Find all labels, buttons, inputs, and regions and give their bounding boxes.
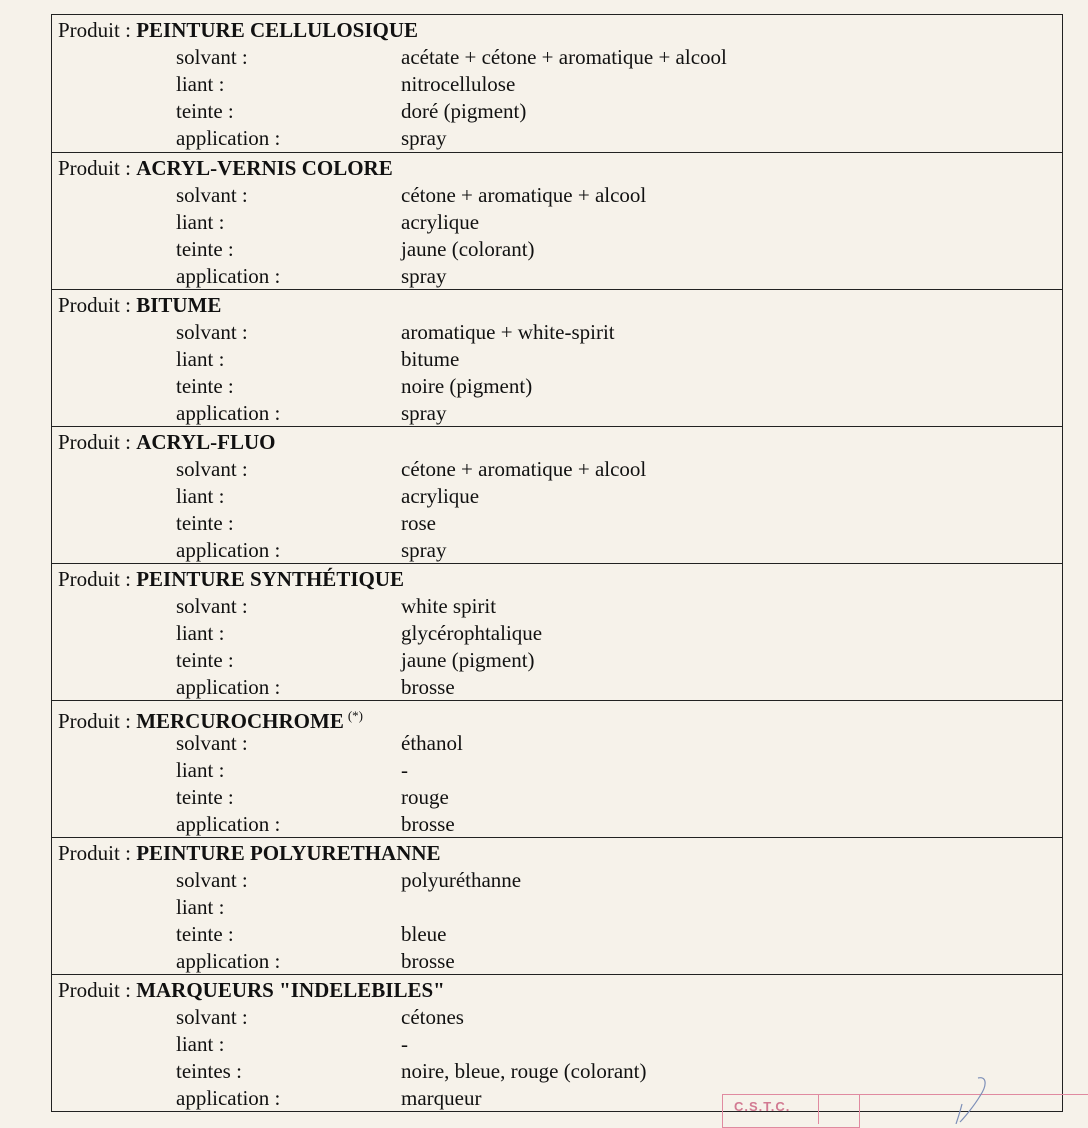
property-row (52, 1004, 1062, 1031)
property-value: spray (401, 126, 447, 150)
property-label: teinte : (176, 785, 234, 809)
product-prefix: Produit : (58, 293, 131, 317)
property-label: liant : (176, 895, 225, 919)
property-value: aromatique + white-spirit (401, 320, 615, 344)
property-value: brosse (401, 675, 455, 699)
product-block (52, 152, 1062, 289)
property-value: cétone + aromatique + alcool (401, 183, 647, 207)
property-value: acrylique (401, 210, 480, 234)
property-row (52, 373, 1062, 400)
property-value: bleue (401, 922, 447, 946)
property-row (52, 537, 1062, 564)
property-row (52, 125, 1062, 152)
product-heading (58, 840, 441, 866)
property-value: spray (401, 401, 447, 425)
product-block (52, 837, 1062, 974)
property-label: solvant : (176, 731, 248, 755)
property-value: bitume (401, 347, 460, 371)
property-row (52, 730, 1062, 757)
property-value: spray (401, 538, 447, 562)
property-value: jaune (pigment) (401, 648, 535, 672)
stamp-text: C.S.T.C. (734, 1099, 791, 1114)
property-value: cétone + aromatique + alcool (401, 457, 647, 481)
property-row (52, 674, 1062, 701)
product-name: BITUME (136, 293, 222, 317)
property-value: acrylique (401, 484, 480, 508)
property-label: teinte : (176, 648, 234, 672)
product-block (52, 700, 1062, 837)
product-heading (58, 977, 445, 1003)
product-block (52, 15, 1062, 152)
product-name: MARQUEURS "INDELEBILES" (136, 978, 445, 1002)
property-row (52, 71, 1062, 98)
property-label: liant : (176, 210, 225, 234)
property-row (52, 620, 1062, 647)
product-block (52, 563, 1062, 700)
property-value: - (401, 1032, 408, 1056)
property-label: application : (176, 538, 281, 562)
product-name: ACRYL-FLUO (136, 430, 276, 454)
product-prefix: Produit : (58, 430, 131, 454)
property-value: éthanol (401, 731, 463, 755)
property-row (52, 811, 1062, 838)
property-value: spray (401, 264, 447, 288)
property-label: solvant : (176, 594, 248, 618)
product-heading (58, 17, 418, 43)
property-row (52, 456, 1062, 483)
property-label: application : (176, 675, 281, 699)
product-heading (58, 155, 393, 181)
property-label: teinte : (176, 511, 234, 535)
property-label: liant : (176, 484, 225, 508)
property-row (52, 263, 1062, 290)
property-label: teintes : (176, 1059, 242, 1083)
property-value: rouge (401, 785, 449, 809)
property-label: application : (176, 126, 281, 150)
property-value: jaune (colorant) (401, 237, 535, 261)
property-value: noire (pigment) (401, 374, 533, 398)
product-table (51, 14, 1063, 1112)
product-prefix: Produit : (58, 978, 131, 1002)
property-row (52, 319, 1062, 346)
product-block (52, 426, 1062, 563)
cstc-stamp (722, 1091, 1088, 1124)
property-row (52, 593, 1062, 620)
property-row (52, 921, 1062, 948)
property-value: rose (401, 511, 436, 535)
property-label: teinte : (176, 237, 234, 261)
property-label: application : (176, 264, 281, 288)
product-name: PEINTURE POLYURETHANNE (136, 841, 441, 865)
property-label: solvant : (176, 320, 248, 344)
property-row (52, 1031, 1062, 1058)
property-value: cétones (401, 1005, 464, 1029)
property-label: teinte : (176, 374, 234, 398)
property-row (52, 483, 1062, 510)
property-label: liant : (176, 1032, 225, 1056)
product-name: PEINTURE CELLULOSIQUE (136, 18, 419, 42)
property-row (52, 1058, 1062, 1085)
property-label: solvant : (176, 457, 248, 481)
product-name: MERCUROCHROME (136, 709, 344, 733)
product-name: ACRYL-VERNIS COLORE (136, 156, 393, 180)
property-label: liant : (176, 621, 225, 645)
property-value: brosse (401, 949, 455, 973)
property-row (52, 948, 1062, 975)
property-label: teinte : (176, 99, 234, 123)
property-label: liant : (176, 72, 225, 96)
property-value: - (401, 758, 408, 782)
product-prefix: Produit : (58, 841, 131, 865)
product-heading (58, 292, 221, 318)
product-prefix: Produit : (58, 567, 131, 591)
property-value: glycérophtalique (401, 621, 543, 645)
property-value: marqueur (401, 1086, 482, 1110)
product-prefix: Produit : (58, 18, 131, 42)
property-value: doré (pigment) (401, 99, 527, 123)
property-row (52, 182, 1062, 209)
property-row (52, 867, 1062, 894)
product-heading (58, 566, 404, 592)
property-row (52, 346, 1062, 373)
property-value: noire, bleue, rouge (colorant) (401, 1059, 647, 1083)
property-label: liant : (176, 758, 225, 782)
product-footnote-marker: (*) (347, 708, 364, 723)
property-row (52, 647, 1062, 674)
property-row (52, 44, 1062, 71)
property-value: nitrocellulose (401, 72, 516, 96)
property-label: liant : (176, 347, 225, 371)
property-label: application : (176, 812, 281, 836)
property-row (52, 236, 1062, 263)
property-label: solvant : (176, 45, 248, 69)
property-row (52, 757, 1062, 784)
property-label: solvant : (176, 1005, 248, 1029)
signature-mark (948, 1074, 998, 1124)
product-block (52, 289, 1062, 426)
property-row (52, 784, 1062, 811)
property-label: teinte : (176, 922, 234, 946)
product-prefix: Produit : (58, 156, 131, 180)
property-label: application : (176, 949, 281, 973)
stamp-divider (818, 1094, 819, 1124)
property-value: acétate + cétone + aromatique + alcool (401, 45, 727, 69)
property-row (52, 98, 1062, 125)
property-label: application : (176, 401, 281, 425)
property-value: brosse (401, 812, 455, 836)
property-row (52, 209, 1062, 236)
product-prefix: Produit : (58, 709, 131, 733)
product-heading (58, 429, 275, 455)
property-row (52, 894, 1062, 921)
property-value: white spirit (401, 594, 497, 618)
property-label: application : (176, 1086, 281, 1110)
property-value: polyuréthanne (401, 868, 522, 892)
property-row (52, 510, 1062, 537)
property-row (52, 400, 1062, 427)
product-name: PEINTURE SYNTHÉTIQUE (136, 567, 404, 591)
property-label: solvant : (176, 183, 248, 207)
property-label: solvant : (176, 868, 248, 892)
